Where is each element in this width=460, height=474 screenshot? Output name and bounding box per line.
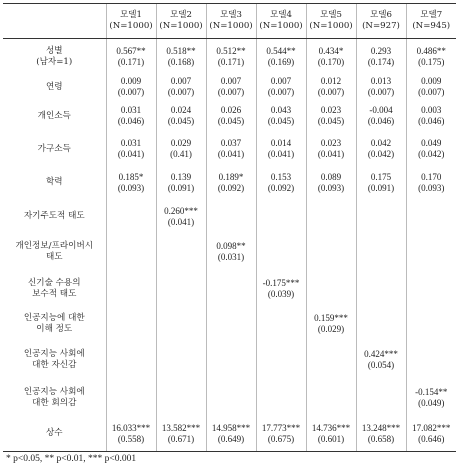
variable-label-line: 개인소득 xyxy=(37,110,71,121)
standard-error: (0.601) xyxy=(317,433,345,444)
coef-cell xyxy=(406,270,456,308)
model-n: (N=927) xyxy=(362,21,400,31)
model-header xyxy=(256,4,306,39)
coef-cell xyxy=(156,234,206,270)
coef-cell xyxy=(256,308,306,341)
coef-cell xyxy=(106,270,156,308)
standard-error: (0.046) xyxy=(117,116,145,126)
coef-cell xyxy=(256,341,306,379)
coefficient: -0.004 xyxy=(369,105,393,115)
coefficient: 0.153 xyxy=(270,171,292,182)
coef-cell xyxy=(206,308,256,341)
variable-label-line: 연령 xyxy=(45,81,63,92)
variable-label-line: 상수 xyxy=(45,428,63,439)
coef-cell xyxy=(156,341,206,379)
standard-error: (0.169) xyxy=(267,56,295,67)
standard-error: (0.091) xyxy=(167,182,195,193)
standard-error: (0.658) xyxy=(367,433,395,444)
standard-error: (0.171) xyxy=(117,56,145,67)
coef-cell xyxy=(306,75,356,100)
coef-cell xyxy=(256,379,306,417)
coef-cell xyxy=(156,308,206,341)
coef-cell xyxy=(156,417,206,452)
coefficient: 14.958*** xyxy=(211,422,251,433)
coef-cell xyxy=(406,133,456,166)
coef-cell xyxy=(256,133,306,166)
standard-error: (0.045) xyxy=(267,116,295,126)
coefficient: 0.049 xyxy=(421,138,442,148)
coef-cell xyxy=(306,100,356,133)
coef-cell xyxy=(106,100,156,133)
standard-error: (0.175) xyxy=(418,56,445,67)
coef-cell xyxy=(206,75,256,100)
variable-label-line: 학력 xyxy=(45,177,63,187)
standard-error: (0.091) xyxy=(367,182,395,193)
variable-label-line: 인공지능 사회에 xyxy=(23,386,85,397)
coefficient: 14.736*** xyxy=(311,422,351,433)
standard-error: (0.558) xyxy=(117,433,145,444)
variable-label xyxy=(3,234,106,270)
coef-cell xyxy=(256,75,306,100)
table-body xyxy=(3,4,456,452)
standard-error: (0.041) xyxy=(217,149,245,159)
coef-cell xyxy=(356,75,406,100)
coef-cell xyxy=(406,200,456,234)
standard-error: (0.171) xyxy=(217,56,245,67)
coef-cell xyxy=(306,417,356,452)
table-row xyxy=(3,308,456,341)
coefficient: 0.042 xyxy=(370,138,392,148)
coef-cell xyxy=(156,166,206,200)
table-row xyxy=(3,341,456,379)
variable-label-line: (남자=1) xyxy=(36,56,73,67)
standard-error: (0.007) xyxy=(117,87,145,97)
model-header xyxy=(106,4,156,39)
variable-label xyxy=(3,417,106,452)
coefficient: 0.512** xyxy=(216,45,246,56)
standard-error: (0.093) xyxy=(117,182,145,193)
coef-cell xyxy=(406,341,456,379)
model-n: (N=945) xyxy=(412,21,451,31)
coef-cell xyxy=(106,234,156,270)
coef-cell xyxy=(356,39,406,75)
coefficient: -0.175*** xyxy=(262,277,300,288)
coefficient: -0.154** xyxy=(415,386,448,397)
header-corner xyxy=(3,4,106,39)
standard-error: (0.170) xyxy=(317,56,345,67)
coefficient: 17.082*** xyxy=(412,422,451,433)
standard-error: (0.093) xyxy=(317,182,345,193)
variable-label xyxy=(3,133,106,166)
standard-error: (0.007) xyxy=(167,87,195,97)
standard-error: (0.046) xyxy=(418,116,445,126)
coef-cell xyxy=(106,133,156,166)
coef-cell xyxy=(156,379,206,417)
standard-error: (0.007) xyxy=(367,87,395,97)
standard-error: (0.168) xyxy=(167,56,195,67)
coef-cell xyxy=(406,100,456,133)
standard-error: (0.045) xyxy=(317,116,345,126)
coefficient: 0.014 xyxy=(270,138,292,148)
model-name: 모델4 xyxy=(269,10,293,20)
coef-cell xyxy=(306,39,356,75)
coef-cell xyxy=(156,200,206,234)
coef-cell xyxy=(256,417,306,452)
coef-cell xyxy=(256,100,306,133)
standard-error: (0.671) xyxy=(167,433,195,444)
coefficient: 0.009 xyxy=(421,76,442,86)
coef-cell xyxy=(356,417,406,452)
coef-cell xyxy=(206,417,256,452)
coef-cell xyxy=(406,379,456,417)
standard-error: (0.049) xyxy=(418,397,445,408)
table-row xyxy=(3,200,456,234)
coef-cell xyxy=(106,379,156,417)
coef-cell xyxy=(306,341,356,379)
table-row xyxy=(3,417,456,452)
variable-label-line: 대한 자신감 xyxy=(32,359,77,370)
table-row xyxy=(3,75,456,100)
coef-cell xyxy=(206,270,256,308)
table-row xyxy=(3,379,456,417)
coef-cell xyxy=(356,166,406,200)
significance-footnote: * p<0.05, ** p<0.01, *** p<0.001 xyxy=(6,454,137,464)
standard-error: (0.092) xyxy=(267,182,295,193)
standard-error: (0.092) xyxy=(217,182,245,193)
coef-cell xyxy=(256,234,306,270)
coef-cell xyxy=(106,200,156,234)
coefficient: 0.013 xyxy=(370,76,392,86)
standard-error: (0.029) xyxy=(317,324,345,334)
standard-error: (0.649) xyxy=(217,433,245,444)
variable-label xyxy=(3,270,106,308)
table-row xyxy=(3,234,456,270)
variable-label-line: 신기술 수용의 xyxy=(27,277,81,288)
coefficient: 0.170 xyxy=(421,171,442,182)
model-header xyxy=(156,4,206,39)
variable-label xyxy=(3,39,106,75)
coef-cell xyxy=(156,100,206,133)
coef-cell xyxy=(156,270,206,308)
standard-error: (0.042) xyxy=(418,149,445,159)
standard-error: (0.039) xyxy=(267,288,295,299)
model-name: 모델7 xyxy=(420,10,443,20)
regression-table xyxy=(3,3,456,452)
coef-cell xyxy=(256,200,306,234)
coef-cell xyxy=(156,75,206,100)
coef-cell xyxy=(256,270,306,308)
coefficient: 0.424*** xyxy=(364,348,398,359)
variable-label-line: 보수적 태도 xyxy=(32,288,77,299)
table-row xyxy=(3,100,456,133)
coefficient: 0.023 xyxy=(320,138,342,148)
coefficient: 0.434* xyxy=(318,45,344,56)
coefficient: 0.007 xyxy=(220,76,242,86)
coefficient: 0.023 xyxy=(320,105,342,115)
coef-cell xyxy=(106,39,156,75)
coef-cell xyxy=(406,39,456,75)
standard-error: (0.174) xyxy=(367,56,395,67)
variable-label xyxy=(3,200,106,234)
coefficient: 0.037 xyxy=(220,138,242,148)
variable-label-line: 자기주도적 태도 xyxy=(23,211,85,221)
coef-cell xyxy=(406,234,456,270)
coefficient: 0.260*** xyxy=(164,205,198,216)
variable-label xyxy=(3,379,106,417)
coefficient: 0.567** xyxy=(116,45,146,56)
variable-label xyxy=(3,100,106,133)
coefficient: 0.043 xyxy=(270,105,292,115)
variable-label-line: 인공지능 사회에 xyxy=(23,348,85,359)
coefficient: 0.293 xyxy=(370,45,392,56)
coefficient: 0.089 xyxy=(320,171,342,182)
coef-cell xyxy=(306,166,356,200)
model-name: 모델1 xyxy=(119,10,143,20)
model-n: (N=1000) xyxy=(209,21,253,31)
header-row xyxy=(3,4,456,39)
coefficient: 0.189* xyxy=(218,171,244,182)
standard-error: (0.093) xyxy=(418,182,445,193)
standard-error: (0.007) xyxy=(267,87,295,97)
coefficient: 0.026 xyxy=(220,105,242,115)
coefficient: 0.029 xyxy=(170,138,192,148)
coef-cell xyxy=(356,100,406,133)
coef-cell xyxy=(306,234,356,270)
coef-cell xyxy=(356,270,406,308)
model-n: (N=1000) xyxy=(309,21,353,31)
standard-error: (0.042) xyxy=(367,149,395,159)
coef-cell xyxy=(206,341,256,379)
model-header xyxy=(356,4,406,39)
model-name: 모델3 xyxy=(219,10,243,20)
variable-label-line: 태도 xyxy=(45,251,63,262)
standard-error: (0.031) xyxy=(217,251,245,262)
coef-cell xyxy=(156,133,206,166)
coef-cell xyxy=(306,270,356,308)
model-header xyxy=(206,4,256,39)
coefficient: 0.007 xyxy=(270,76,292,86)
table-row xyxy=(3,39,456,75)
coef-cell xyxy=(306,133,356,166)
coef-cell xyxy=(106,166,156,200)
coefficient: 0.185* xyxy=(118,171,144,182)
model-name: 모델6 xyxy=(369,10,393,20)
coefficient: 17.773*** xyxy=(261,422,301,433)
coef-cell xyxy=(256,166,306,200)
coef-cell xyxy=(106,308,156,341)
coef-cell xyxy=(356,379,406,417)
variable-label-line: 가구소득 xyxy=(37,143,71,154)
coef-cell xyxy=(106,75,156,100)
standard-error: (0.675) xyxy=(267,433,295,444)
standard-error: (0.41) xyxy=(170,149,192,159)
coefficient: 0.024 xyxy=(170,105,192,115)
standard-error: (0.007) xyxy=(418,87,445,97)
coef-cell xyxy=(106,341,156,379)
coef-cell xyxy=(356,341,406,379)
coef-cell xyxy=(406,166,456,200)
variable-label xyxy=(3,166,106,200)
coefficient: 0.031 xyxy=(120,138,142,148)
coefficient: 16.033*** xyxy=(111,422,151,433)
variable-label-line: 이해 정도 xyxy=(36,324,73,334)
standard-error: (0.046) xyxy=(367,116,395,126)
coefficient: 0.139 xyxy=(170,171,192,182)
coef-cell xyxy=(106,417,156,452)
variable-label-line: 성별 xyxy=(45,45,63,56)
coefficient: 0.009 xyxy=(120,76,142,86)
coef-cell xyxy=(406,308,456,341)
standard-error: (0.041) xyxy=(117,149,145,159)
coef-cell xyxy=(206,379,256,417)
variable-label xyxy=(3,341,106,379)
variable-label xyxy=(3,75,106,100)
coef-cell xyxy=(206,234,256,270)
model-header xyxy=(406,4,456,39)
standard-error: (0.045) xyxy=(167,116,195,126)
table-row xyxy=(3,166,456,200)
standard-error: (0.054) xyxy=(367,359,395,370)
coefficient: 0.031 xyxy=(120,105,142,115)
coefficient: 0.003 xyxy=(421,105,442,115)
table-row xyxy=(3,270,456,308)
coefficient: 0.486** xyxy=(416,45,446,56)
coef-cell xyxy=(306,200,356,234)
model-n: (N=1000) xyxy=(109,21,153,31)
coef-cell xyxy=(206,166,256,200)
coef-cell xyxy=(406,417,456,452)
coefficient: 0.007 xyxy=(170,76,192,86)
coefficient: 0.175 xyxy=(370,171,392,182)
standard-error: (0.045) xyxy=(217,116,245,126)
model-n: (N=1000) xyxy=(159,21,203,31)
coef-cell xyxy=(206,39,256,75)
coef-cell xyxy=(356,133,406,166)
model-name: 모델2 xyxy=(169,10,193,20)
coef-cell xyxy=(206,100,256,133)
variable-label-line: 인공지능에 대한 xyxy=(23,313,85,323)
variable-label xyxy=(3,308,106,341)
standard-error: (0.007) xyxy=(217,87,245,97)
table-row xyxy=(3,133,456,166)
model-header xyxy=(306,4,356,39)
coef-cell xyxy=(206,133,256,166)
coefficient: 0.012 xyxy=(320,76,342,86)
coef-cell xyxy=(406,75,456,100)
model-n: (N=1000) xyxy=(259,21,303,31)
standard-error: (0.041) xyxy=(317,149,345,159)
coef-cell xyxy=(356,200,406,234)
coef-cell xyxy=(306,379,356,417)
coef-cell xyxy=(356,234,406,270)
coef-cell xyxy=(306,308,356,341)
coefficient: 0.518** xyxy=(166,45,196,56)
variable-label-line: 개인정보/프라이버시 xyxy=(15,240,94,251)
standard-error: (0.007) xyxy=(317,87,345,97)
standard-error: (0.646) xyxy=(418,433,445,444)
coefficient: 0.159*** xyxy=(314,313,348,323)
coef-cell xyxy=(156,39,206,75)
model-name: 모델5 xyxy=(319,10,343,20)
standard-error: (0.041) xyxy=(267,149,295,159)
variable-label-line: 대한 회의감 xyxy=(32,397,77,408)
coef-cell xyxy=(256,39,306,75)
coefficient: 0.544** xyxy=(266,45,296,56)
coefficient: 0.098** xyxy=(216,240,246,251)
coefficient: 13.248*** xyxy=(361,422,401,433)
standard-error: (0.041) xyxy=(167,216,195,227)
coefficient: 13.582*** xyxy=(161,422,201,433)
coef-cell xyxy=(206,200,256,234)
coef-cell xyxy=(356,308,406,341)
